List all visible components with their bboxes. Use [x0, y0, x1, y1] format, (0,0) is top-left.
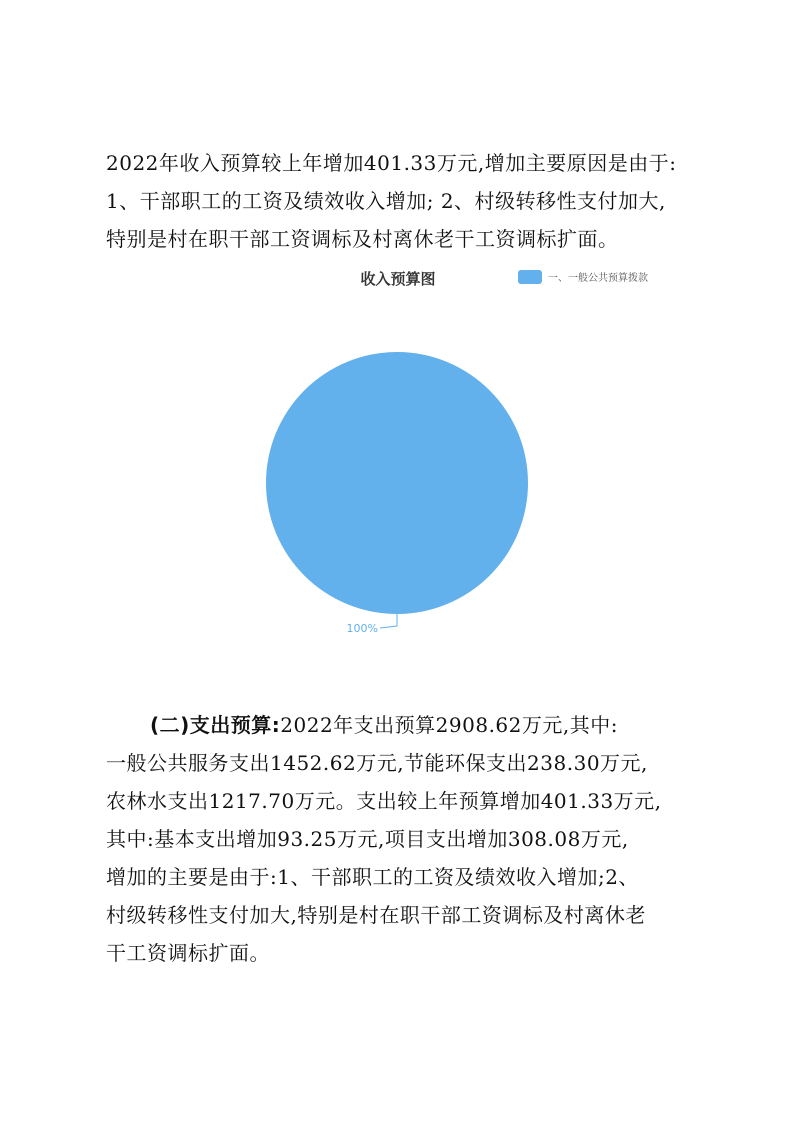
expense-first-line — [106, 706, 691, 744]
expense-paragraph — [106, 706, 691, 972]
expense-line: 其中:基本支出增加93.25万元,项目支出增加308.08万元, — [106, 827, 629, 851]
intro-line: 2022年收入预算较上年增加401.33万元,增加主要原因是由于: — [106, 151, 677, 175]
expense-line: 农林水支出1217.70万元。支出较上年预算增加401.33万元, — [106, 789, 662, 813]
expense-line: 增加的主要是由于:1、干部职工的工资及绩效收入增加;2、 — [106, 865, 639, 889]
expense-first-line-text: 2022年支出预算2908.62万元,其中: — [280, 713, 618, 737]
expense-line: 村级转移性支付加大,特别是村在职干部工资调标及村离休老 — [106, 903, 646, 927]
intro-paragraph — [106, 144, 691, 258]
pie-chart-svg — [230, 262, 680, 642]
expense-heading: (二)支出预算: — [150, 713, 281, 737]
expense-line: 一般公共服务支出1452.62万元,节能环保支出238.30万元, — [106, 751, 648, 775]
pie-slice[interactable] — [266, 352, 528, 614]
income-pie-chart — [230, 262, 680, 642]
intro-line: 特别是村在职干部工资调标及村离休老干工资调标扩面。 — [106, 227, 619, 251]
intro-line: 1、干部职工的工资及绩效收入增加; 2、村级转移性支付加大, — [106, 189, 666, 213]
pie-label-leader — [380, 614, 397, 628]
legend-label[interactable]: 一、一般公共预算拨款 — [548, 273, 648, 284]
legend-swatch — [518, 270, 542, 284]
pie-slice-label: 100% — [346, 622, 378, 635]
expense-line: 干工资调标扩面。 — [106, 941, 270, 965]
chart-title: 收入预算图 — [360, 270, 436, 288]
